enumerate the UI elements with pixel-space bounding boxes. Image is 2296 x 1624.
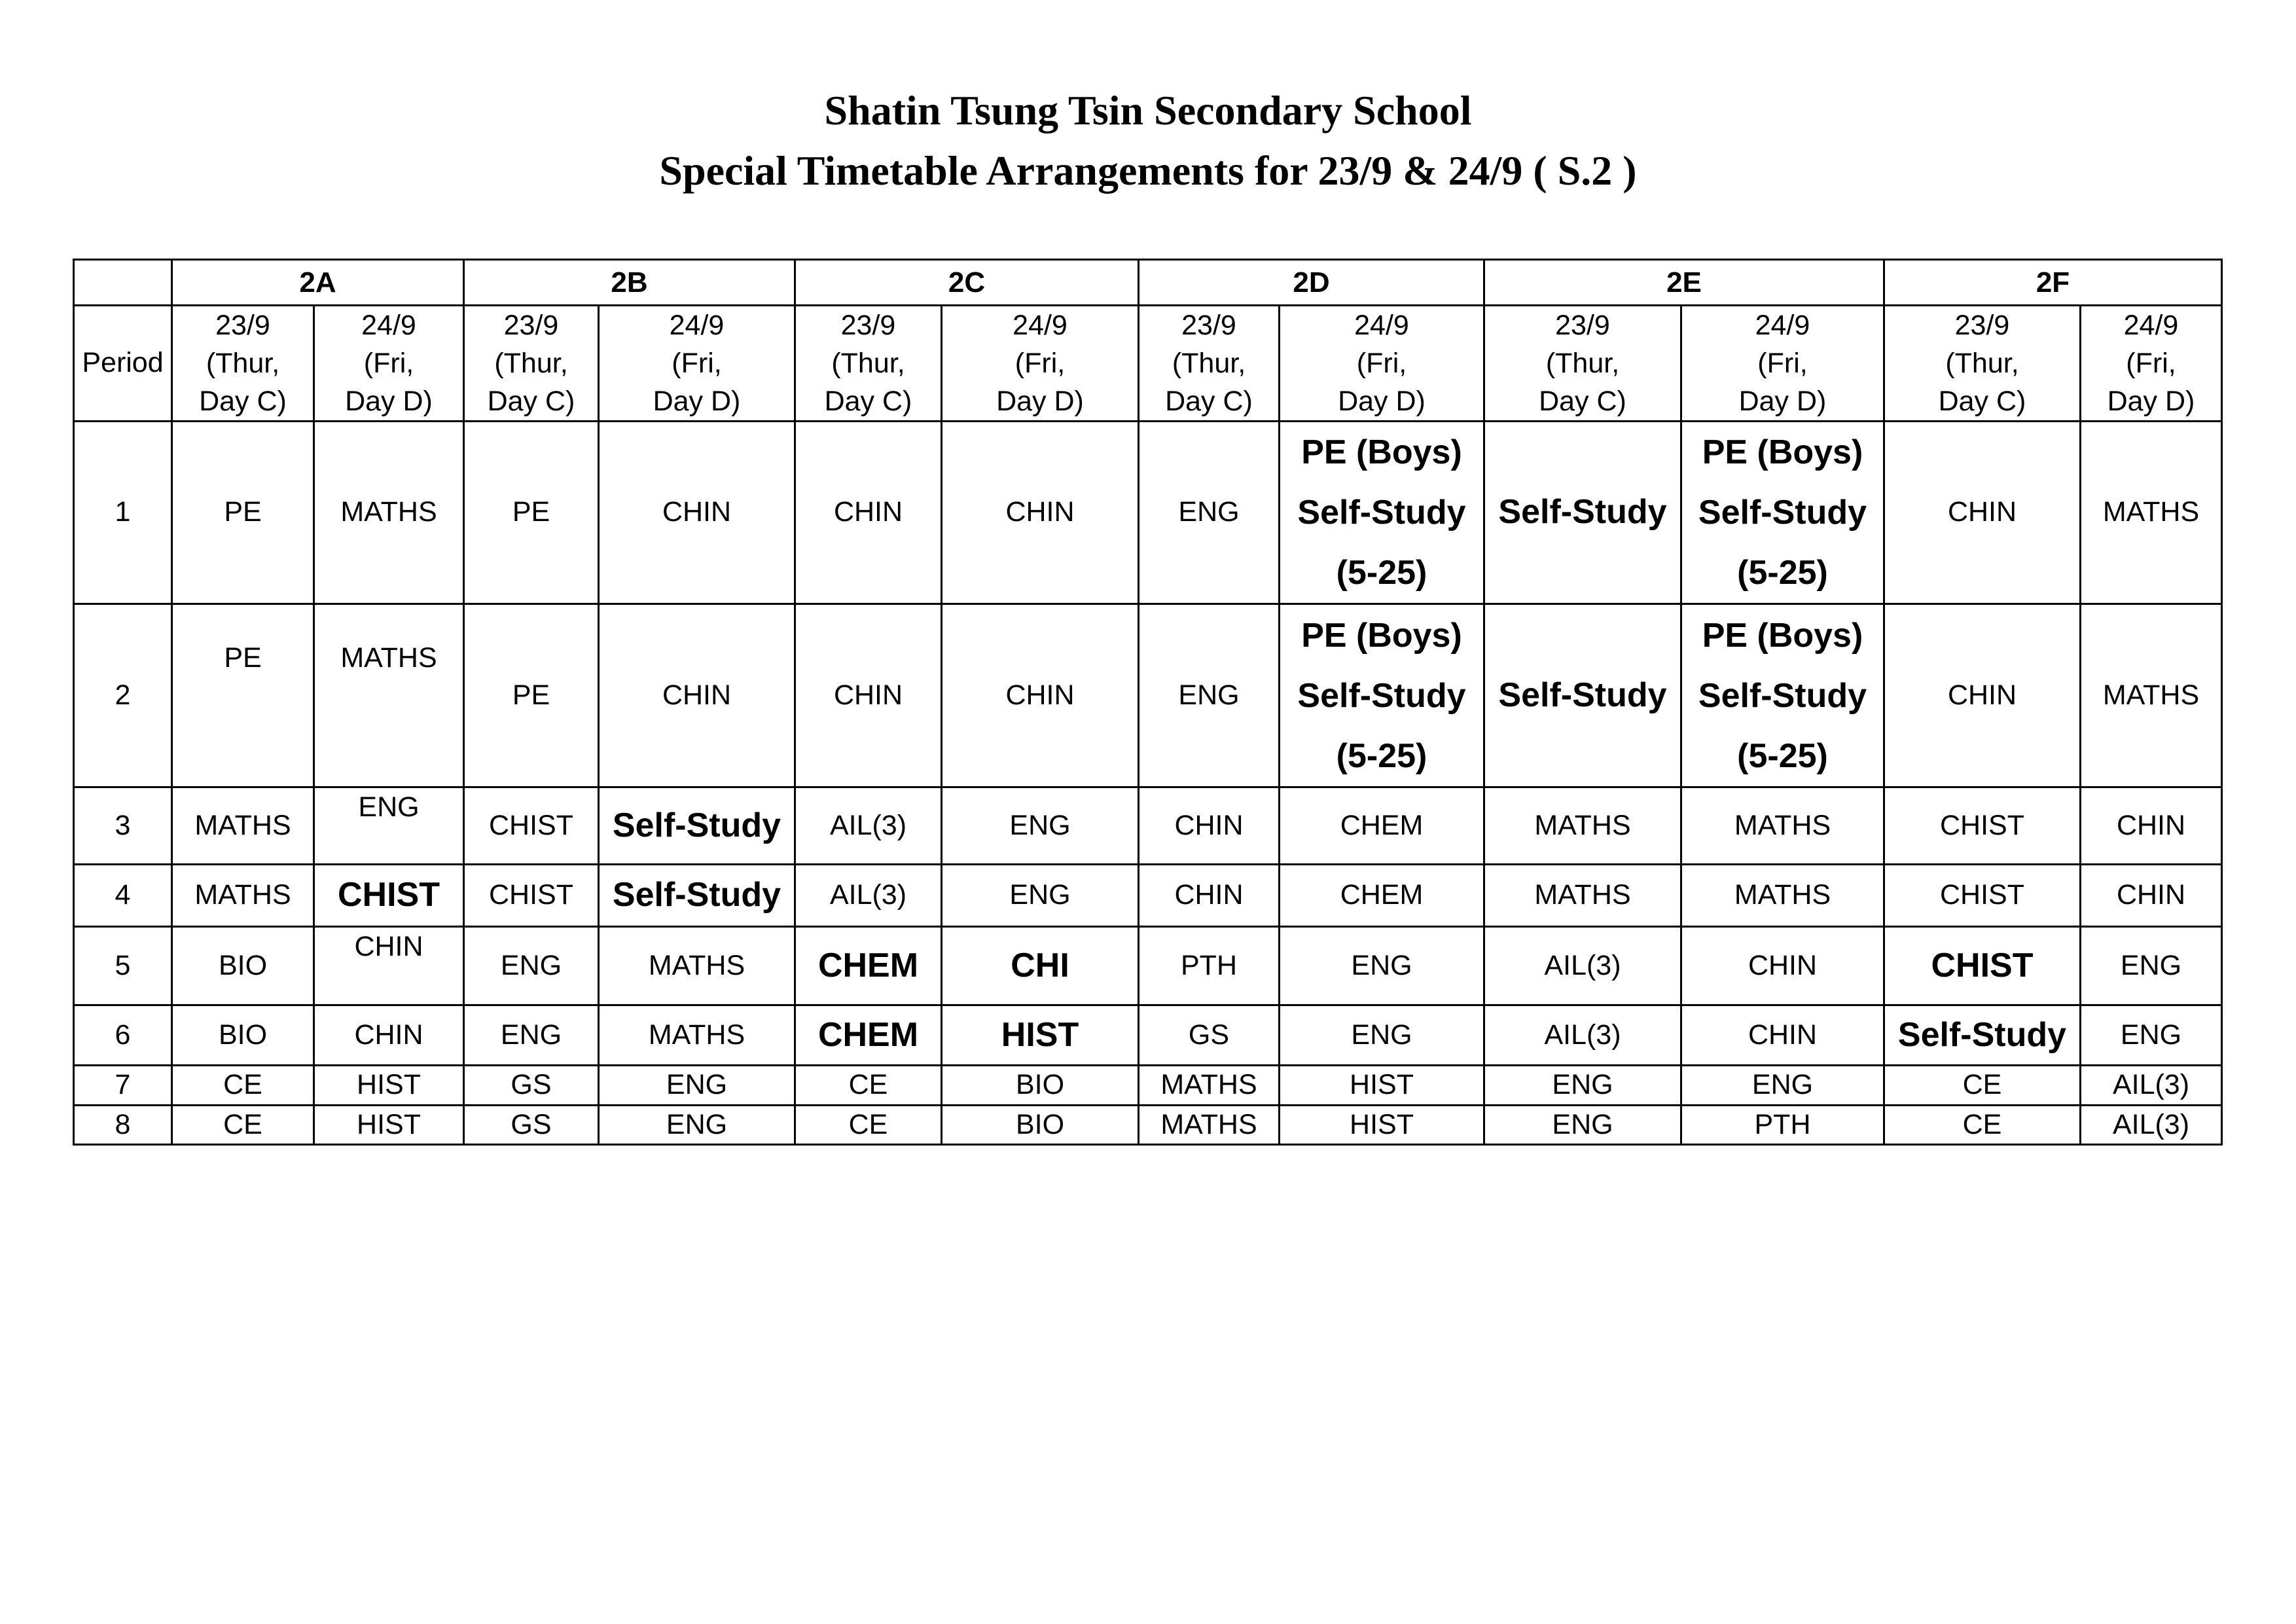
lesson-cell: Self-Study [1484,604,1681,787]
lesson-cell: ENG [1280,927,1484,1005]
lesson-cell: CHIN [1139,787,1280,865]
lesson-cell: MATHS [172,787,314,865]
lesson-cell: MATHS [1484,787,1681,865]
timetable [73,259,2223,1146]
lesson-cell: ENG [464,1005,599,1066]
lesson-cell: PE [172,422,314,604]
lesson-cell: CHIN [2081,865,2222,927]
class-header: 2D [1139,260,1484,306]
lesson-cell: CHIN [1884,422,2081,604]
period-row [74,865,2222,927]
lesson-cell: CHIST [464,787,599,865]
lesson-cell: AIL(3) [1484,1005,1681,1066]
lesson-cell: CE [172,1066,314,1106]
lesson-cell: CHEM [795,1005,942,1066]
lesson-cell: PE (Boys) Self-Study (5-25) [1280,422,1484,604]
school-title: Shatin Tsung Tsin Secondary School [824,87,1472,134]
lesson-cell: ENG [1681,1066,1884,1106]
lesson-cell: ENG [464,927,599,1005]
lesson-cell: MATHS [2081,604,2222,787]
lesson-cell: HIST [314,1106,464,1145]
lesson-cell: Self-Study [599,787,795,865]
period-number: 1 [74,422,172,604]
period-row [74,1005,2222,1066]
day-header: 24/9 (Fri, Day D) [2081,306,2222,422]
lesson-cell: ENG [1484,1106,1681,1145]
lesson-cell: BIO [942,1066,1139,1106]
lesson-cell: MATHS [2081,422,2222,604]
lesson-cell: Self-Study [1484,422,1681,604]
lesson-cell: GS [1139,1005,1280,1066]
lesson-cell: PE [464,604,599,787]
lesson-cell: CHIN [314,1005,464,1066]
period-row [74,422,2222,604]
period-row [74,1066,2222,1106]
lesson-cell: GS [464,1066,599,1106]
lesson-cell: PE (Boys) Self-Study (5-25) [1681,422,1884,604]
lesson-cell: MATHS [599,1005,795,1066]
lesson-cell: CHIN [1884,604,2081,787]
lesson-cell: CHIST [1884,787,2081,865]
lesson-cell: CHEM [1280,787,1484,865]
lesson-cell: MATHS [314,422,464,604]
lesson-cell: ENG [942,865,1139,927]
lesson-cell: CHIN [599,422,795,604]
day-header: 23/9 (Thur, Day C) [464,306,599,422]
class-header: 2E [1484,260,1884,306]
lesson-cell: CHEM [1280,865,1484,927]
day-header: 23/9 (Thur, Day C) [1884,306,2081,422]
lesson-cell: MATHS [172,865,314,927]
lesson-cell: ENG [2081,1005,2222,1066]
lesson-cell: ENG [314,787,464,865]
lesson-cell: AIL(3) [2081,1106,2222,1145]
period-label: Period [74,306,172,422]
lesson-cell: CHIST [314,865,464,927]
period-row [74,787,2222,865]
lesson-cell: CHIN [2081,787,2222,865]
lesson-cell: CHIN [942,422,1139,604]
lesson-cell: CHI [942,927,1139,1005]
period-row [74,1106,2222,1145]
lesson-cell: ENG [599,1106,795,1145]
lesson-cell: MATHS [1681,787,1884,865]
lesson-cell: CHIN [1681,1005,1884,1066]
lesson-cell: AIL(3) [2081,1066,2222,1106]
lesson-cell: BIO [172,927,314,1005]
class-header-row [74,260,2222,306]
lesson-cell: CE [795,1066,942,1106]
lesson-cell: PE [464,422,599,604]
period-number: 7 [74,1066,172,1106]
lesson-cell: PTH [1139,927,1280,1005]
day-header: 24/9 (Fri, Day D) [314,306,464,422]
lesson-cell: CHIST [464,865,599,927]
lesson-cell: CHIN [942,604,1139,787]
day-header: 24/9 (Fri, Day D) [1681,306,1884,422]
day-header: 23/9 (Thur, Day C) [1139,306,1280,422]
lesson-cell: PTH [1681,1106,1884,1145]
lesson-cell: CHIN [1681,927,1884,1005]
class-header: 2A [172,260,464,306]
lesson-cell: CHIN [795,604,942,787]
lesson-cell: MATHS [599,927,795,1005]
day-header: 24/9 (Fri, Day D) [1280,306,1484,422]
corner-cell [74,260,172,306]
lesson-cell: PE [172,604,314,787]
lesson-cell: ENG [599,1066,795,1106]
lesson-cell: MATHS [1484,865,1681,927]
day-header: 23/9 (Thur, Day C) [172,306,314,422]
period-number: 2 [74,604,172,787]
lesson-cell: ENG [942,787,1139,865]
lesson-cell: AIL(3) [795,865,942,927]
lesson-cell: ENG [1139,604,1280,787]
lesson-cell: GS [464,1106,599,1145]
lesson-cell: CE [795,1106,942,1145]
period-number: 8 [74,1106,172,1145]
lesson-cell: Self-Study [599,865,795,927]
lesson-cell: CHIN [795,422,942,604]
lesson-cell: HIST [1280,1066,1484,1106]
day-header: 24/9 (Fri, Day D) [599,306,795,422]
period-number: 4 [74,865,172,927]
period-number: 6 [74,1005,172,1066]
lesson-cell: MATHS [1139,1066,1280,1106]
lesson-cell: AIL(3) [1484,927,1681,1005]
day-header: 24/9 (Fri, Day D) [942,306,1139,422]
lesson-cell: PE (Boys) Self-Study (5-25) [1681,604,1884,787]
lesson-cell: HIST [942,1005,1139,1066]
lesson-cell: CHIN [599,604,795,787]
lesson-cell: HIST [314,1066,464,1106]
lesson-cell: BIO [172,1005,314,1066]
class-header: 2C [795,260,1139,306]
lesson-cell: CHIST [1884,927,2081,1005]
period-number: 3 [74,787,172,865]
lesson-cell: CE [1884,1106,2081,1145]
day-header: 23/9 (Thur, Day C) [795,306,942,422]
lesson-cell: AIL(3) [795,787,942,865]
lesson-cell: CHEM [795,927,942,1005]
lesson-cell: PE (Boys) Self-Study (5-25) [1280,604,1484,787]
lesson-cell: MATHS [1681,865,1884,927]
lesson-cell: CHIN [1139,865,1280,927]
period-row [74,604,2222,787]
lesson-cell: MATHS [314,604,464,787]
lesson-cell: CE [1884,1066,2081,1106]
lesson-cell: MATHS [1139,1106,1280,1145]
day-header: 23/9 (Thur, Day C) [1484,306,1681,422]
lesson-cell: ENG [1484,1066,1681,1106]
lesson-cell: CHIN [314,927,464,1005]
lesson-cell: ENG [2081,927,2222,1005]
lesson-cell: CHIST [1884,865,2081,927]
lesson-cell: HIST [1280,1106,1484,1145]
period-row [74,927,2222,1005]
lesson-cell: BIO [942,1106,1139,1145]
class-header: 2B [464,260,795,306]
lesson-cell: ENG [1139,422,1280,604]
period-number: 5 [74,927,172,1005]
timetable-subtitle: Special Timetable Arrangements for 23/9 & 24/9 ( S.2 ) [659,147,1637,194]
day-header-row [74,306,2222,422]
class-header: 2F [1884,260,2222,306]
lesson-cell: Self-Study [1884,1005,2081,1066]
lesson-cell: ENG [1280,1005,1484,1066]
lesson-cell: CE [172,1106,314,1145]
